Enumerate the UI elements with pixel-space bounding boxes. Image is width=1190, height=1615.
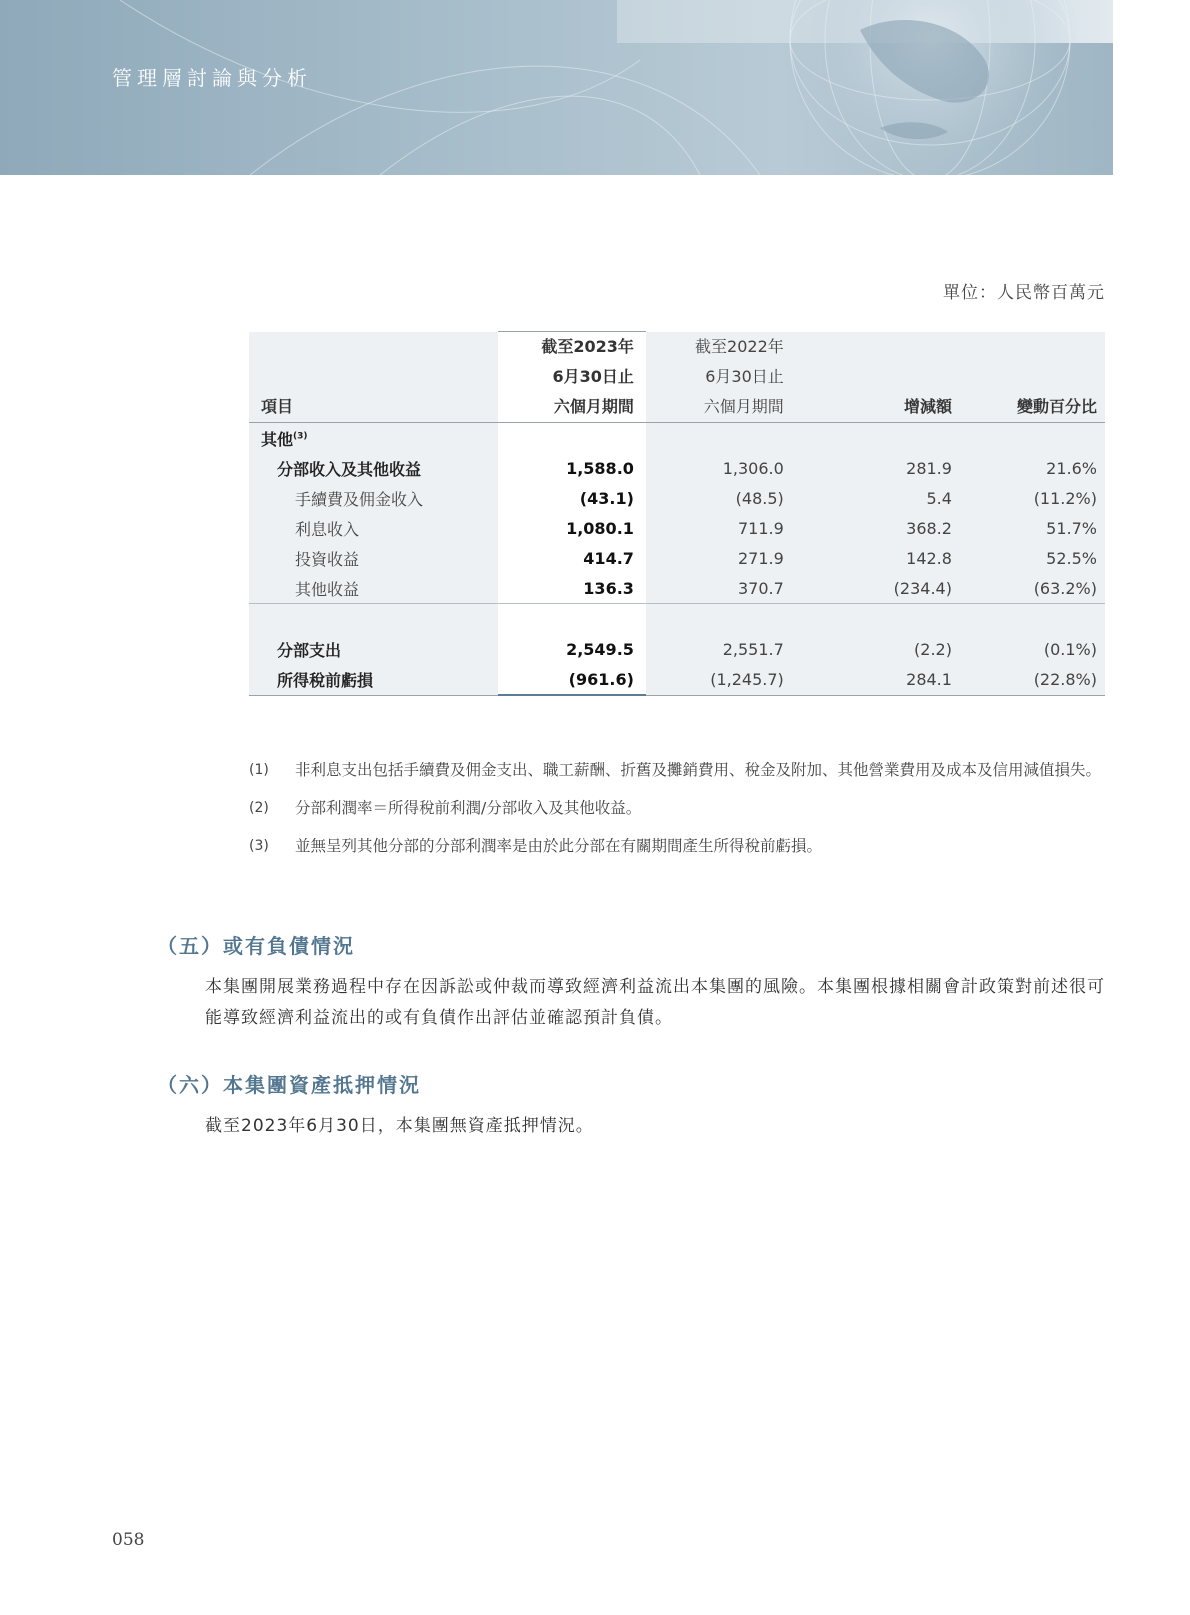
table-row <box>249 634 1105 664</box>
table-row-section <box>249 423 1105 454</box>
footnote-text: 並無呈列其他分部的分部利潤率是由於此分部在有關期間產生所得稅前虧損。 <box>295 837 823 855</box>
footnote-item <box>249 757 1105 783</box>
section-heading-asset-pledge: （六）本集團資產抵押情況 <box>157 1073 421 1097</box>
cell-pct: 51.7% <box>952 513 1105 543</box>
cell-current: 1,588.0 <box>498 453 646 483</box>
cell-current: 2,549.5 <box>498 634 646 664</box>
table-row <box>249 573 1105 604</box>
cell-prior: 370.7 <box>646 573 822 604</box>
row-label: 分部收入及其他收益 <box>249 453 498 483</box>
footnotes <box>249 757 1105 871</box>
footnote-item <box>249 795 1105 821</box>
row-label: 手續費及佣金收入 <box>249 483 498 513</box>
section-body-asset-pledge: 截至2023年6月30日，本集團無資產抵押情況。 <box>205 1116 594 1136</box>
cell-pct: 21.6% <box>952 453 1105 483</box>
page-header-title: 管理層討論與分析 <box>112 66 312 90</box>
footnote-number: (2) <box>249 800 269 816</box>
cell-change: 368.2 <box>822 513 952 543</box>
row-label: 所得稅前虧損 <box>249 664 498 695</box>
header-change: 增減額 <box>822 332 952 423</box>
header-banner <box>0 0 1113 175</box>
financial-table <box>249 331 1105 696</box>
cell-pct: (0.1%) <box>952 634 1105 664</box>
row-label: 分部支出 <box>249 634 498 664</box>
cell-pct: (11.2%) <box>952 483 1105 513</box>
cell-current: (43.1) <box>498 483 646 513</box>
cell-current: 414.7 <box>498 543 646 573</box>
cell-pct: (63.2%) <box>952 573 1105 604</box>
unit-label: 單位：人民幣百萬元 <box>943 283 1105 303</box>
section-label: 其他$^{(3)}$ <box>249 423 498 454</box>
row-label: 利息收入 <box>249 513 498 543</box>
table-header-row <box>249 332 1105 423</box>
cell-change: 142.8 <box>822 543 952 573</box>
cell-current: 1,080.1 <box>498 513 646 543</box>
cell-pct: (22.8%) <box>952 664 1105 695</box>
cell-prior: (48.5) <box>646 483 822 513</box>
footnote-number: (3) <box>249 838 269 854</box>
cell-change: (2.2) <box>822 634 952 664</box>
table-row <box>249 483 1105 513</box>
section-body-contingent-liabilities: 本集團開展業務過程中存在因訴訟或仲裁而導致經濟利益流出本集團的風險。本集團根據相關會計政策對前述很可能導致經濟利益流出的或有負債作出評估並確認預計負債。 <box>205 977 1105 1028</box>
footnote-number: (1) <box>249 762 269 778</box>
cell-change: 281.9 <box>822 453 952 483</box>
footnote-text: 分部利潤率＝所得稅前利潤/分部收入及其他收益。 <box>295 799 642 817</box>
footnote-text: 非利息支出包括手續費及佣金支出、職工薪酬、折舊及攤銷費用、稅金及附加、其他營業費用及成本及信用減值損失。 <box>295 761 1102 779</box>
cell-change: (234.4) <box>822 573 952 604</box>
footnote-ref: (3) <box>293 431 308 442</box>
page-number: 058 <box>112 1530 145 1550</box>
header-pct-change: 變動百分比 <box>952 332 1105 423</box>
table-row <box>249 664 1105 695</box>
table-row <box>249 453 1105 483</box>
table-row <box>249 513 1105 543</box>
cell-current: 136.3 <box>498 573 646 604</box>
cell-prior: 2,551.7 <box>646 634 822 664</box>
cell-change: 5.4 <box>822 483 952 513</box>
header-item: 項目 <box>249 332 498 423</box>
cell-prior: 711.9 <box>646 513 822 543</box>
cell-prior: 1,306.0 <box>646 453 822 483</box>
cell-prior: (1,245.7) <box>646 664 822 695</box>
cell-pct: 52.5% <box>952 543 1105 573</box>
cell-prior: 271.9 <box>646 543 822 573</box>
footnote-item <box>249 833 1105 859</box>
table-row <box>249 543 1105 573</box>
cell-current: (961.6) <box>498 664 646 695</box>
cell-change: 284.1 <box>822 664 952 695</box>
row-label: 其他收益 <box>249 573 498 604</box>
table-spacer-row <box>249 604 1105 635</box>
row-label: 投資收益 <box>249 543 498 573</box>
header-prior-period: 截至2022年 6月30日止 六個月期間 <box>646 332 822 423</box>
section-heading-contingent-liabilities: （五）或有負債情況 <box>157 934 355 958</box>
header-current-period: 截至2023年 6月30日止 六個月期間 <box>498 332 646 423</box>
